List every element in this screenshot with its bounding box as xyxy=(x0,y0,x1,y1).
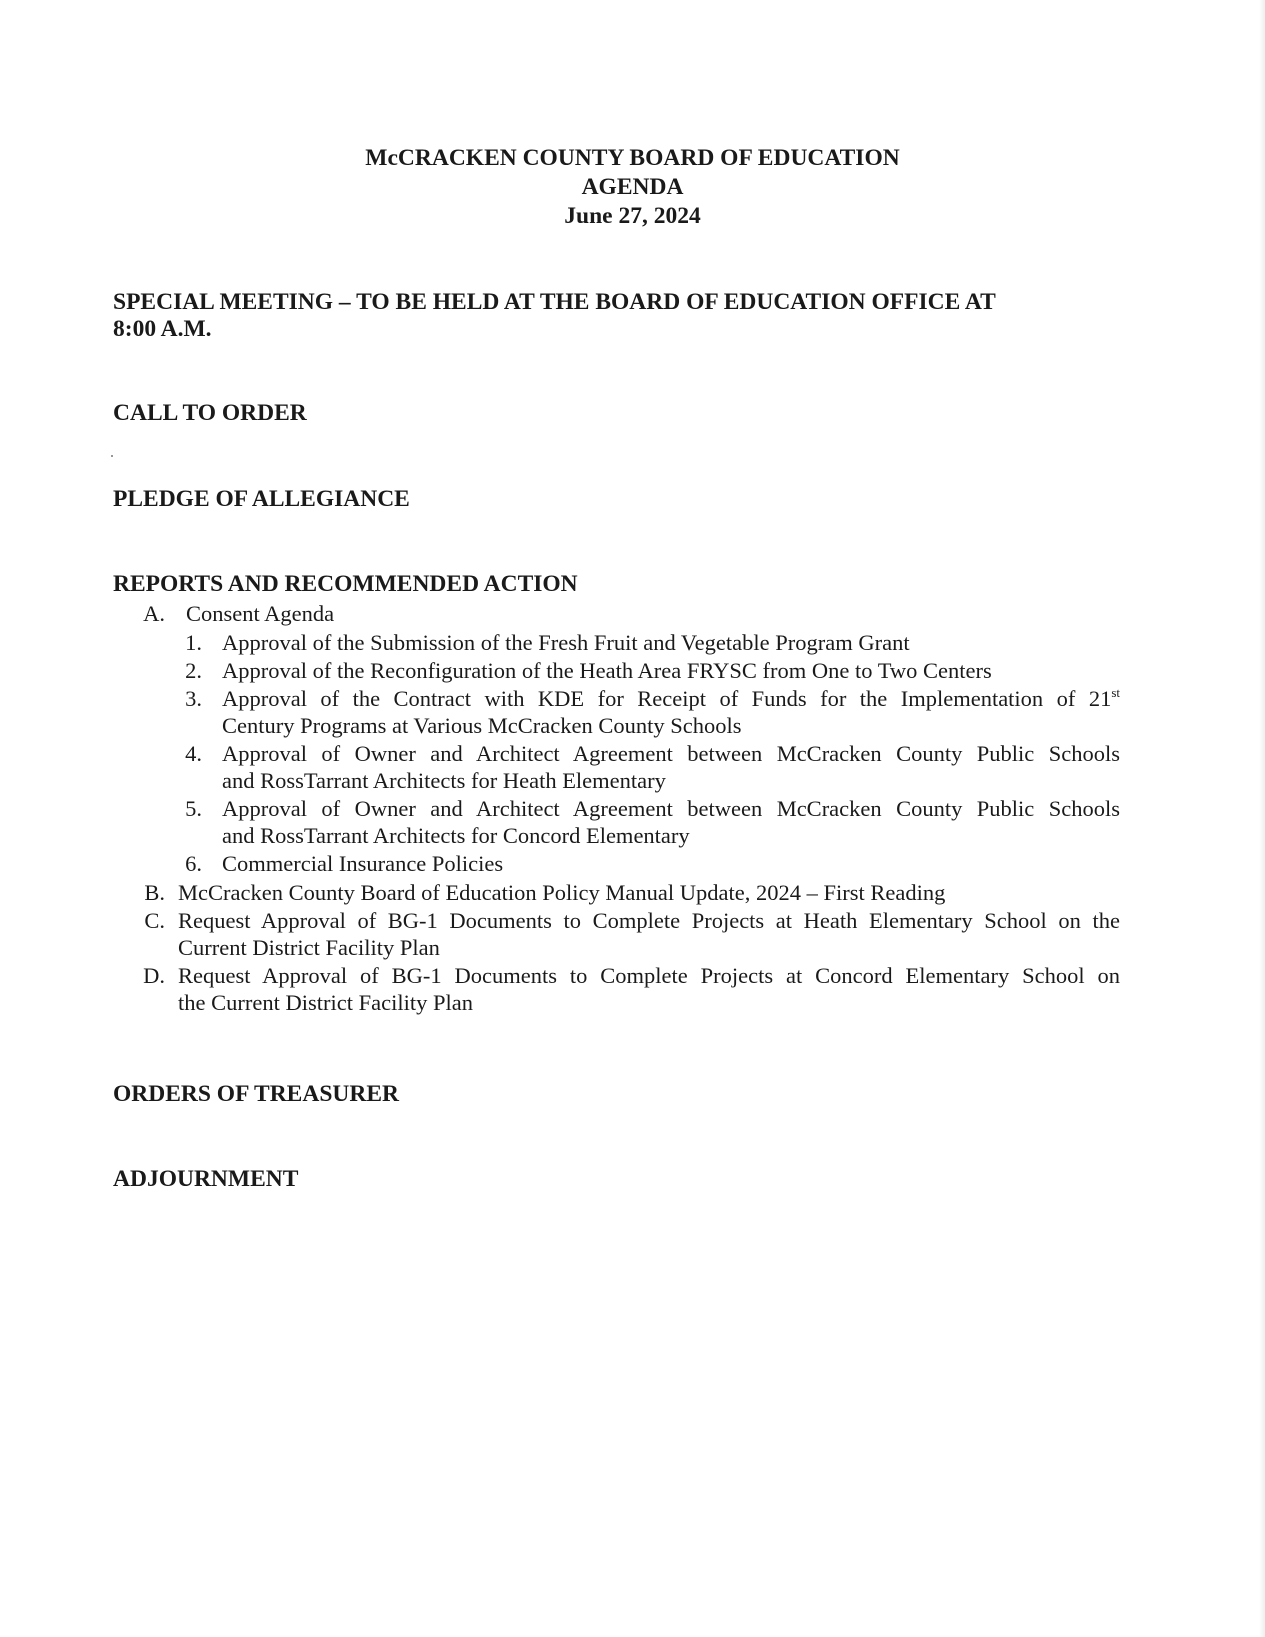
section-orders-of-treasurer: ORDERS OF TREASURER xyxy=(113,1081,399,1107)
list-item-line-1: Request Approval of BG-1 Documents to Complete Projects at Concord Elementary School on xyxy=(178,963,1120,988)
list-marker: B. xyxy=(144,880,165,905)
list-marker: 3. xyxy=(185,686,202,711)
list-marker: A. xyxy=(143,601,165,626)
section-reports-and-recommended-action: REPORTS AND RECOMMENDED ACTION xyxy=(113,571,578,597)
list-marker: 5. xyxy=(185,796,202,821)
document-title: AGENDA xyxy=(581,174,684,200)
list-marker: C. xyxy=(144,908,165,933)
list-marker: 6. xyxy=(185,851,202,876)
list-item-text: Approval of the Reconfiguration of the Heath Area FRYSC from One to Two Centers xyxy=(222,658,992,683)
list-marker: D. xyxy=(143,963,165,988)
special-meeting-notice xyxy=(113,289,996,343)
agenda-header xyxy=(0,144,1265,231)
list-item-line-2: and RossTarrant Architects for Concord Elementary xyxy=(222,823,690,848)
list-item-line-2: and RossTarrant Architects for Heath Elementary xyxy=(222,768,666,793)
stray-mark xyxy=(111,455,113,457)
list-marker: 2. xyxy=(185,658,202,683)
list-item-text: Approval of the Contract with KDE for Receipt of Funds for the Implementation of 21 xyxy=(222,686,1112,711)
page-edge-shadow xyxy=(1259,0,1265,1637)
list-item-line-1 xyxy=(222,685,1120,712)
list-item-text: Approval of the Submission of the Fresh Fruit and Vegetable Program Grant xyxy=(222,630,910,655)
special-meeting-line-2: 8:00 A.M. xyxy=(113,316,212,342)
list-item-line-2: Century Programs at Various McCracken County Schools xyxy=(222,713,742,738)
section-adjournment: ADJOURNMENT xyxy=(113,1166,299,1192)
list-item-line-1: Approval of Owner and Architect Agreement between McCracken County Public Schools xyxy=(222,741,1120,766)
ordinal-suffix: st xyxy=(1111,685,1120,700)
list-item-line-1: Request Approval of BG-1 Documents to Complete Projects at Heath Elementary School on the xyxy=(178,908,1120,933)
list-marker: 1. xyxy=(185,630,202,655)
list-item-line-1: Approval of Owner and Architect Agreement between McCracken County Public Schools xyxy=(222,796,1120,821)
meeting-date: June 27, 2024 xyxy=(564,203,701,229)
list-item-text: Commercial Insurance Policies xyxy=(222,851,504,876)
list-item-text: Consent Agenda xyxy=(186,601,335,626)
list-item-line-2: Current District Facility Plan xyxy=(178,935,440,960)
section-pledge-of-allegiance: PLEDGE OF ALLEGIANCE xyxy=(113,486,410,512)
list-item-text: McCracken County Board of Education Policy Manual Update, 2024 – First Reading xyxy=(178,880,946,905)
organization-title: McCRACKEN COUNTY BOARD OF EDUCATION xyxy=(365,145,900,171)
list-item-line-2: the Current District Facility Plan xyxy=(178,990,473,1015)
section-call-to-order: CALL TO ORDER xyxy=(113,400,307,426)
special-meeting-line-1: SPECIAL MEETING – TO BE HELD AT THE BOARD OF EDUCATION OFFICE AT xyxy=(113,289,996,315)
list-marker: 4. xyxy=(185,741,202,766)
